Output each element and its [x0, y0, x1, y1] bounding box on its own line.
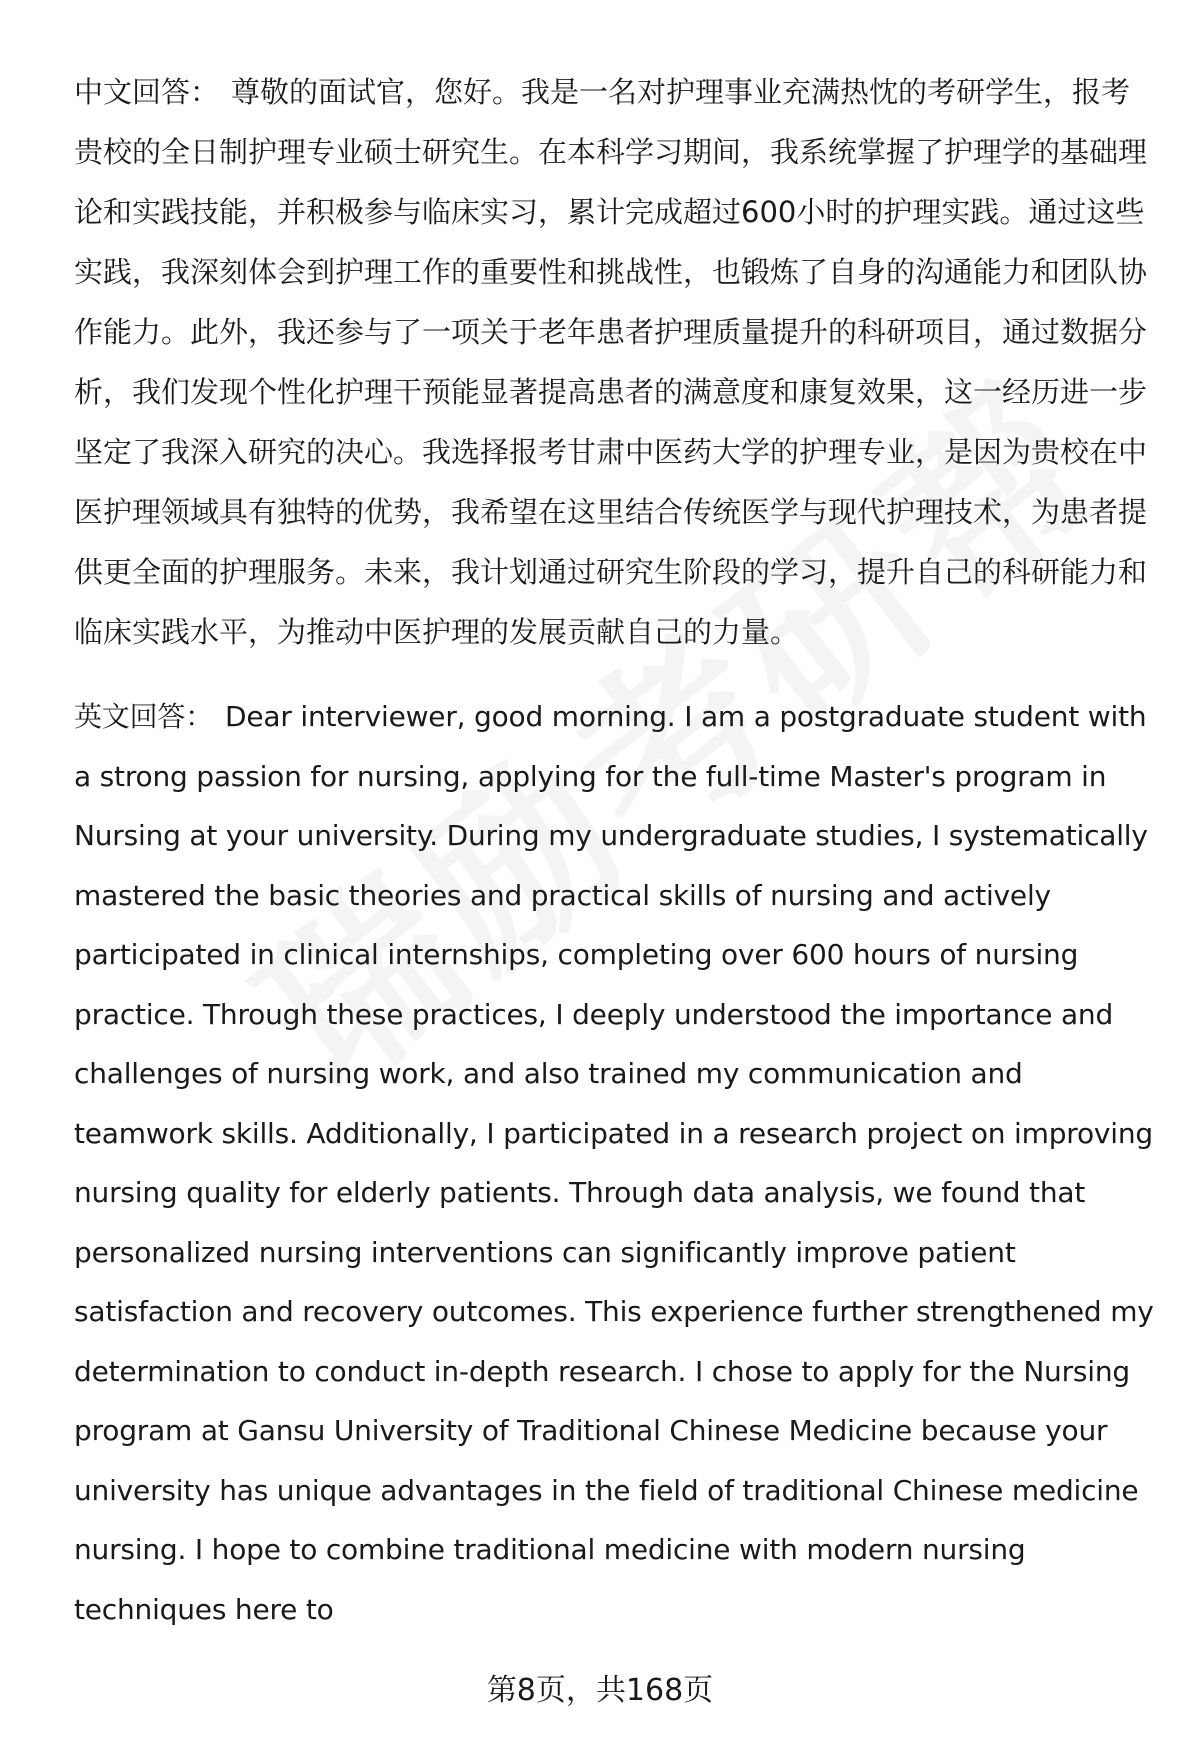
answer-content — [74, 62, 1154, 1664]
page-number-footer: 第8页，共168页 — [486, 1673, 714, 1708]
chinese-answer-text: 尊敬的面试官，您好。我是一名对护理事业充满热忱的考研学生，报考贵校的全日制护理专业硕士研究生。在本科学习期间，我系统掌握了护理学的基础理论和实践技能，并积极参与临床实习，累计完成超过600小时的护理实践。通过这些实践，我深刻体会到护理工作的重要性和挑战性，也锻炼了自身的沟通能力和团队协作能力。此外，我还参与了一项关于老年患者护理质量提升的科研项目，通过数据分析，我们发现个性化护理干预能显著提高患者的满意度和康复效果，这一经历进一步坚定了我深入研究的决心。我选择报考甘肃中医药大学的护理专业，是因为贵校在中医护理领域具有独特的优势，我希望在这里结合传统医学与现代护理技术，为患者提供更全面的护理服务。未来，我计划通过研究生阶段的学习，提升自己的科研能力和临床实践水平，为推动中医护理的发展贡献自己的力量。 — [74, 75, 1148, 649]
chinese-answer-label: 中文回答： — [74, 75, 220, 109]
english-answer-paragraph — [74, 687, 1154, 1639]
chinese-answer-paragraph — [74, 62, 1154, 662]
english-answer-text: Dear interviewer, good morning. I am a postgraduate student with a strong passion for nursing, applying for the full-time Master's program in Nursing at your university. During my undergraduate studies, I systematically mastered the basic theories and practical skills of nursing and actively participated in clinical internships, completing over 600 hours of nursing practice. Through these practices, I deeply understood the importance and challenges of nursing work, and also trained my communication and teamwork skills. Additionally, I participated in a research project on improving nursing quality for elderly patients. Through data analysis, we found that personalized nursing interventions can significantly improve patient satisfaction and recovery outcomes. This experience further strengthened my determination to conduct in-depth research. I chose to apply for the Nursing program at Gansu University of Traditional Chinese Medicine because your university has unique advantages in the field of traditional Chinese medicine nursing. I hope to combine traditional medicine with modern nursing techniques here to — [74, 700, 1154, 1626]
english-answer-label: 英文回答： — [74, 700, 214, 733]
